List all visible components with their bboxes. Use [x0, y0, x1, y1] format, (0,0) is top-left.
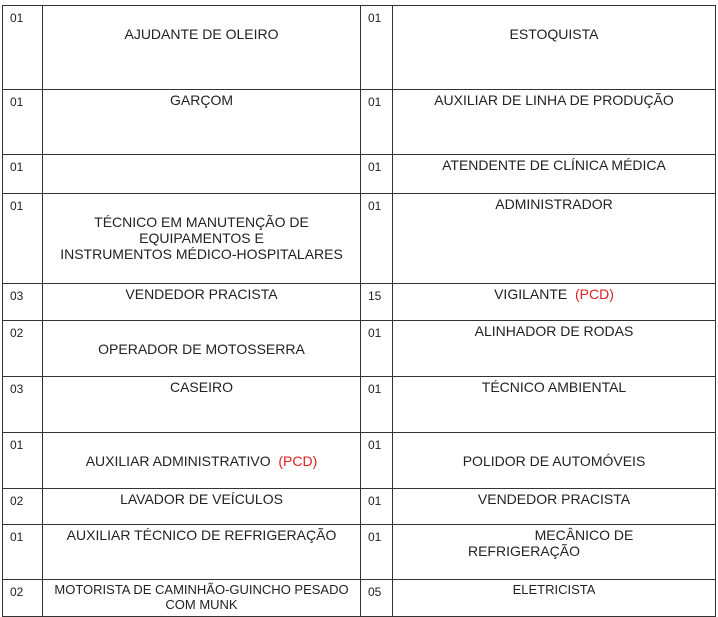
pcd-tag: (PCD): [278, 453, 318, 469]
vacancy-count: 05: [361, 580, 393, 617]
vacancy-count: 01: [3, 90, 43, 155]
table-row: [3, 155, 716, 194]
vacancy-count: 02: [3, 321, 43, 377]
vacancy-count: 01: [3, 194, 43, 284]
job-title-cell: [43, 321, 361, 377]
job-title: ESTOQUISTA: [509, 26, 599, 42]
job-title-cell: [43, 6, 361, 90]
vacancy-count: 01: [361, 489, 393, 525]
table-row: [3, 90, 716, 155]
job-title-text: VIGILANTE: [494, 286, 568, 302]
job-title-cell: [43, 433, 361, 489]
job-title-cell: [393, 90, 716, 155]
job-title-cell: [393, 194, 716, 284]
table-row: [3, 6, 716, 90]
table-row: [3, 194, 716, 284]
job-title-line: REFRIGERAÇÃO: [467, 543, 580, 559]
job-title: GARÇOM: [170, 92, 233, 108]
vacancy-count: 15: [361, 284, 393, 321]
job-title-cell: [393, 489, 716, 525]
pcd-tag: (PCD): [575, 286, 614, 302]
job-title: [43, 582, 360, 612]
job-title-line: INSTRUMENTOS MÉDICO-HOSPITALARES: [60, 246, 343, 262]
job-title-cell: [43, 489, 361, 525]
vacancy-count: 01: [3, 525, 43, 580]
vacancy-count: 01: [361, 155, 393, 194]
vacancy-count: 01: [361, 525, 393, 580]
table-row: [3, 321, 716, 377]
job-title-cell: [393, 321, 716, 377]
table-row: [3, 525, 716, 580]
job-title-cell: [393, 6, 716, 90]
vacancy-count: 02: [3, 489, 43, 525]
job-title: [43, 214, 360, 262]
job-title: POLIDOR DE AUTOMÓVEIS: [462, 453, 646, 469]
job-title-cell: [393, 155, 716, 194]
job-title-cell: [43, 194, 361, 284]
job-title-cell: [393, 284, 716, 321]
job-title-cell: [393, 525, 716, 580]
job-title: LAVADOR DE VEÍCULOS: [120, 491, 283, 507]
vacancy-count: 01: [3, 433, 43, 489]
vacancy-count: 01: [361, 194, 393, 284]
job-title: [43, 453, 360, 469]
vacancy-count: 02: [3, 580, 43, 617]
job-title: VENDEDOR PRACISTA: [125, 286, 278, 302]
job-title: VENDEDOR PRACISTA: [477, 491, 631, 507]
vacancy-count: 01: [3, 155, 43, 194]
job-title: AUXILIAR TÉCNICO DE REFRIGERAÇÃO: [66, 527, 337, 543]
vacancy-count: 01: [3, 6, 43, 90]
job-title-line: MECÂNICO DE: [534, 527, 634, 543]
job-title-text: AUXILIAR ADMINISTRATIVO: [85, 453, 271, 469]
job-title: TÉCNICO AMBIENTAL: [481, 379, 627, 395]
job-title-line: EQUIPAMENTOS E: [139, 230, 264, 246]
job-title-line: COM MUNK: [165, 597, 238, 612]
job-title: ADMINISTRADOR: [495, 196, 613, 212]
vacancy-count: 01: [361, 433, 393, 489]
vacancy-count: 03: [3, 284, 43, 321]
job-title-cell: [43, 377, 361, 433]
table-row: [3, 489, 716, 525]
table-row: [3, 433, 716, 489]
job-title-cell: [43, 90, 361, 155]
job-title: [393, 527, 715, 559]
vacancy-count: 01: [361, 321, 393, 377]
job-title: OPERADOR DE MOTOSSERRA: [98, 341, 305, 357]
job-title-cell: [43, 580, 361, 617]
job-title: AJUDANTE DE OLEIRO: [124, 26, 279, 42]
job-title-line: MOTORISTA DE CAMINHÃO-GUINCHO PESADO: [54, 582, 349, 597]
job-title-cell: [393, 433, 716, 489]
table-row: [3, 377, 716, 433]
job-title: ALINHADOR DE RODAS: [474, 323, 634, 339]
vacancy-count: 01: [361, 90, 393, 155]
job-title-cell: [393, 377, 716, 433]
job-title-cell: [43, 525, 361, 580]
job-title-cell: [43, 284, 361, 321]
job-title: [393, 286, 715, 302]
job-title-line: TÉCNICO EM MANUTENÇÃO DE: [94, 214, 309, 230]
job-vacancies-table: [2, 5, 716, 617]
job-title: CASEIRO: [169, 379, 233, 395]
job-title: AUXILIAR DE LINHA DE PRODUÇÃO: [434, 92, 674, 108]
table-row: [3, 580, 716, 617]
job-title: ATENDENTE DE CLÍNICA MÉDICA: [442, 157, 666, 173]
vacancy-count: 01: [361, 377, 393, 433]
job-title-cell: [393, 580, 716, 617]
vacancy-count: 03: [3, 377, 43, 433]
job-title: ELETRICISTA: [512, 582, 596, 597]
job-title-cell: [43, 155, 361, 194]
vacancy-count: 01: [361, 6, 393, 90]
table-row: [3, 284, 716, 321]
